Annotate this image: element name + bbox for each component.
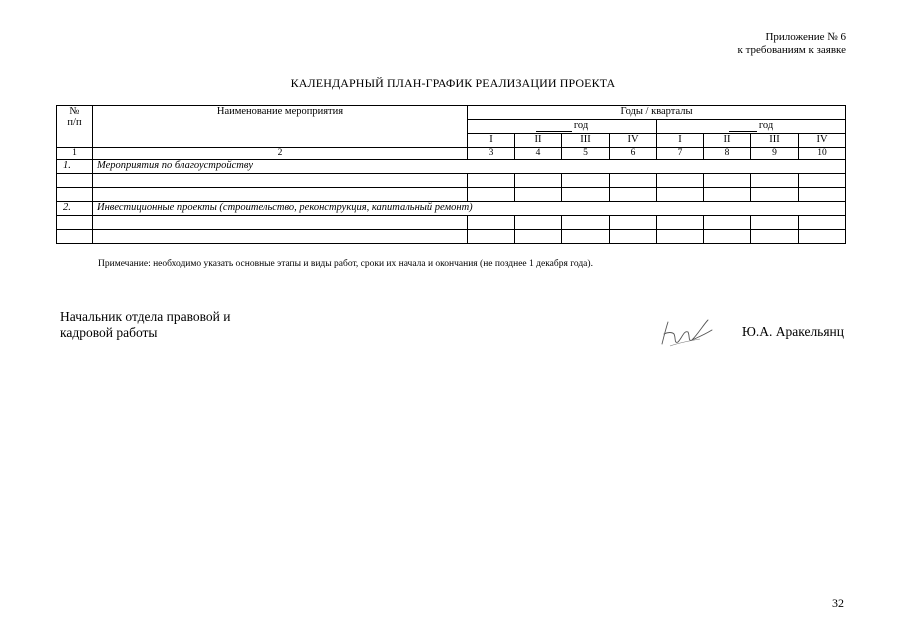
column-number-cell: 6 [610, 148, 657, 160]
header-number-symbol: № [69, 106, 80, 117]
section-title: Инвестиционные проекты (строительство, реконструкция, капитальный ремонт) [93, 202, 846, 216]
year-2-blank [729, 120, 757, 132]
signatory-position [60, 309, 231, 341]
page-number: 32 [832, 596, 844, 610]
section-title: Мероприятия по благоустройству [93, 160, 846, 174]
column-number-cell: 2 [93, 148, 468, 160]
header-cell-years: Годы / кварталы [468, 106, 846, 120]
appendix-label [737, 31, 846, 57]
header-cell-name: Наименование мероприятия [93, 106, 468, 148]
section-row [57, 202, 846, 216]
table-row [57, 174, 846, 188]
column-number-cell: 5 [562, 148, 610, 160]
year-1-blank [536, 120, 572, 132]
column-number-cell: 1 [57, 148, 93, 160]
column-number-cell: 10 [799, 148, 846, 160]
year-2-label: год [758, 120, 774, 131]
table-row [57, 216, 846, 230]
column-number-cell: 3 [468, 148, 515, 160]
section-row [57, 160, 846, 174]
document-title: КАЛЕНДАРНЫЙ ПЛАН-ГРАФИК РЕАЛИЗАЦИИ ПРОЕКТА [290, 76, 616, 90]
header-row-1 [57, 106, 846, 120]
quarter-cell: IV [799, 134, 846, 148]
handwritten-signature [658, 316, 714, 350]
quarter-cell: I [468, 134, 515, 148]
section-number: 2. [57, 202, 93, 216]
position-line-2: кадровой работы [60, 325, 158, 340]
table-note: Примечание: необходимо указать основные этапы и виды работ, сроки их начала и окончания (не позднее 1 декабря года). [98, 259, 593, 269]
column-number-row [57, 148, 846, 160]
signer-name: Ю.А. Аракельянц [741, 324, 844, 339]
header-cell-number [57, 106, 93, 148]
quarter-cell: II [515, 134, 562, 148]
quarter-cell: III [751, 134, 799, 148]
year-1-label: год [573, 120, 589, 131]
quarter-cell: III [562, 134, 610, 148]
appendix-reference: к требованиям к заявке [737, 44, 846, 56]
appendix-number: Приложение № 6 [765, 31, 846, 43]
quarter-cell: IV [610, 134, 657, 148]
table-row [57, 188, 846, 202]
year-1-cell [468, 120, 657, 134]
column-number-cell: 8 [704, 148, 751, 160]
table-row [57, 230, 846, 244]
position-line-1: Начальник отдела правовой и [60, 309, 231, 324]
column-number-cell: 7 [657, 148, 704, 160]
header-number-abbr: п/п [67, 117, 82, 128]
section-number: 1. [57, 160, 93, 174]
schedule-table [56, 105, 846, 244]
year-2-cell [657, 120, 846, 134]
column-number-cell: 4 [515, 148, 562, 160]
column-number-cell: 9 [751, 148, 799, 160]
quarter-cell: I [657, 134, 704, 148]
quarter-cell: II [704, 134, 751, 148]
